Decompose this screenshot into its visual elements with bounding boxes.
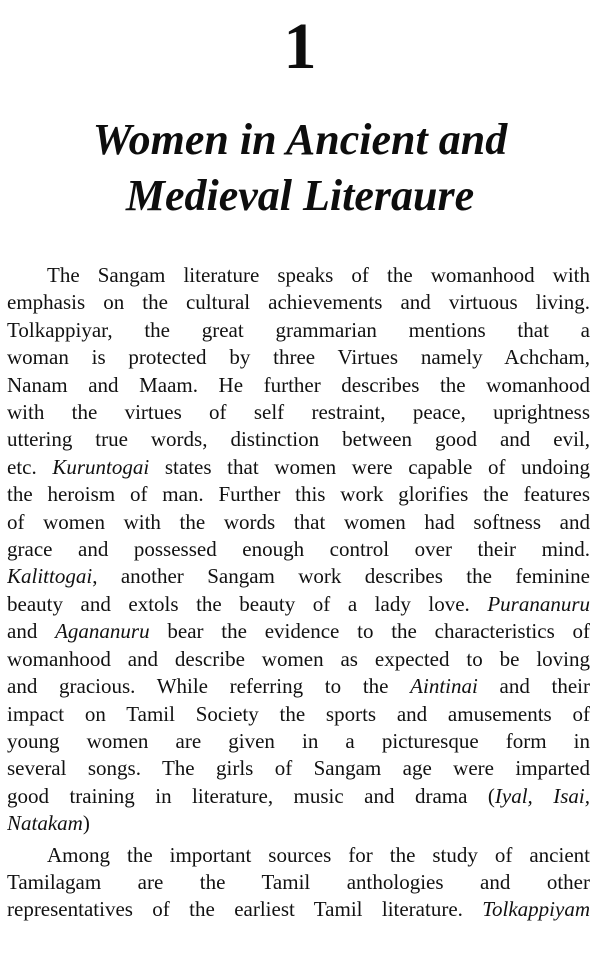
text-line [7,618,590,645]
text-segment: the heroism of man. Further this work glorifies the features [7,482,590,507]
text-segment: bear the evidence to the characteristics of [149,619,590,644]
text-segment: woman is protected by three Virtues namely Achcham, [7,345,590,370]
text-line [7,673,590,700]
text-line [7,344,590,371]
text-line [7,262,590,289]
text-segment: with the virtues of self restraint, peace, uprightness [7,400,590,425]
text-line [7,728,590,755]
text-segment: and their [477,674,590,699]
paragraph-1 [7,262,590,838]
italic-term: Iyal, Isai, [494,783,590,808]
chapter-number: 1 [283,10,317,83]
text-line [7,372,590,399]
text-line [7,755,590,782]
italic-term: Agananuru [55,619,150,644]
text-segment: beauty and extols the beauty of a lady love. [7,591,488,616]
text-segment: Tamilagam are the Tamil anthologies and other [7,869,590,894]
text-line [7,426,590,453]
text-line [7,869,590,896]
chapter-title [0,112,600,224]
text-line [7,701,590,728]
text-line [7,454,590,481]
text-segment: good training in literature, music and drama ( [7,783,495,808]
text-segment: etc. [7,454,53,479]
text-segment: of women with the words that women had softness and [7,509,590,534]
paragraph-2 [7,842,590,924]
text-segment: uttering true words, distinction between good and evil, [7,427,590,452]
italic-term: Purananuru [487,591,590,616]
italic-term: Kalittogai [7,564,93,589]
text-line [7,536,590,563]
text-segment: several songs. The girls of Sangam age were imparted [7,756,590,781]
text-line [7,842,590,869]
text-segment: Among the important sources for the study of ancient [47,842,590,867]
text-line [7,509,590,536]
italic-term: Aintinai [410,674,478,699]
text-line [7,810,590,837]
text-segment: womanhood and describe women as expected to be loving [7,646,590,671]
text-segment: young women are given in a picturesque form in [7,728,590,753]
chapter-title-line-2: Medieval Literaure [125,171,475,220]
text-line [7,399,590,426]
text-line [7,783,590,810]
chapter-title-line-1: Women in Ancient and [92,115,508,164]
text-segment: and [7,619,56,644]
text-segment: Nanam and Maam. He further describes the womanhood [7,372,590,397]
text-line [7,646,590,673]
text-line [7,896,590,923]
text-line [7,289,590,316]
italic-term: Kuruntogai [52,454,150,479]
text-segment: , another Sangam work describes the feminine [92,564,590,589]
text-line [7,591,590,618]
body-text [7,262,590,924]
text-line [7,481,590,508]
text-segment: ) [82,811,90,836]
text-segment: emphasis on the cultural achievements and virtuous living. [7,290,590,315]
italic-term: Natakam [7,811,83,836]
text-segment: and gracious. While referring to the [7,674,411,699]
text-segment: representatives of the earliest Tamil literature. [7,897,483,922]
text-line [7,563,590,590]
text-segment: grace and possessed enough control over their mind. [7,537,590,562]
text-line [7,317,590,344]
text-segment: The Sangam literature speaks of the womanhood with [47,263,590,287]
italic-term: Tolkappiyam [482,897,590,922]
text-segment: states that women were capable of undoing [149,454,590,479]
text-segment: Tolkappiyar, the great grammarian mentions that a [7,317,590,342]
text-segment: impact on Tamil Society the sports and amusements of [7,701,590,726]
